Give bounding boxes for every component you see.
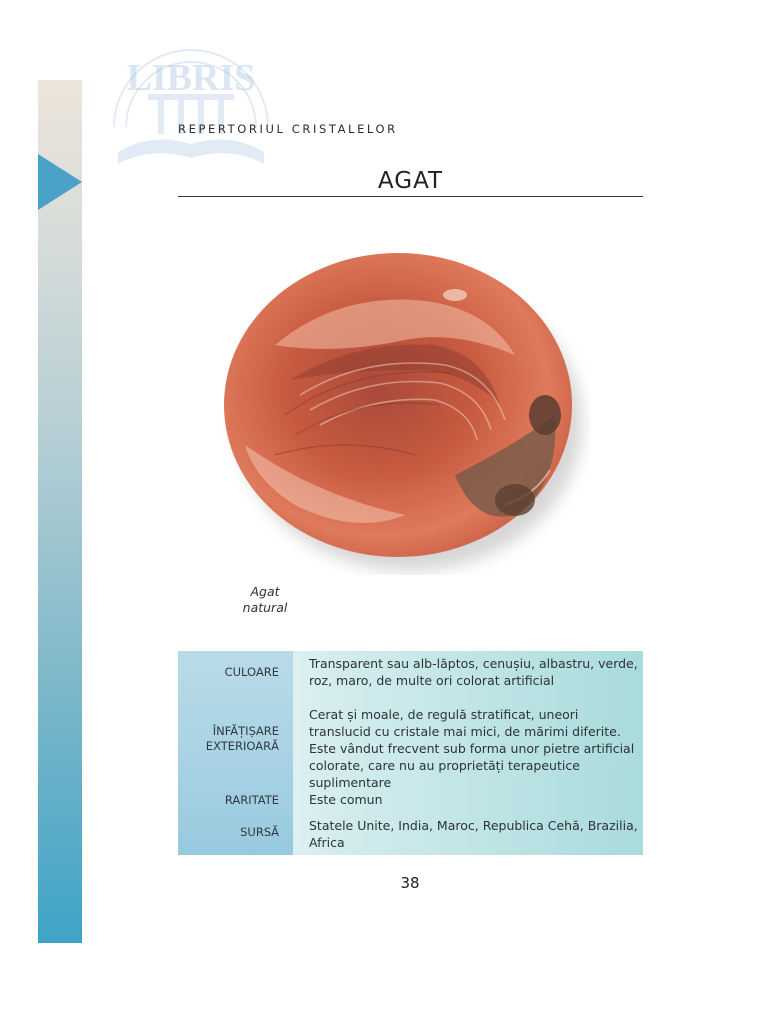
value-infatisare-exterioara: Cerat și moale, de regulă stratificat, uneori translucid cu cristale mai mici, de mărimi diferite. Este vândut frecvent sub forma unor pietre artificial colorate, care nu au proprietăți terapeutice suplimentare [309, 707, 635, 790]
figure-caption [210, 584, 320, 616]
value-raritate: Este comun [309, 792, 383, 807]
value-culoare: Transparent sau alb-lăptos, cenușiu, albastru, verde, roz, maro, de multe ori colorat artificial [309, 656, 638, 688]
page-title: AGAT [377, 168, 444, 194]
page-number: 38 [400, 874, 420, 892]
label-raritate: RARITATE [224, 793, 279, 807]
running-head: REPERTORIUL CRISTALELOR [178, 122, 398, 136]
properties-label-column [178, 651, 293, 855]
label-culoare: CULOARE [224, 665, 279, 679]
caption-line-2: natural [242, 600, 288, 615]
title-underline [178, 196, 643, 197]
side-arrow-marker [38, 154, 82, 210]
caption-line-1: Agat [250, 584, 280, 599]
properties-table [178, 651, 643, 855]
label-sursa: SURSĂ [240, 825, 279, 839]
label-infatisare-exterioara: ÎNFĂȚIȘARE EXTERIOARĂ [205, 724, 279, 753]
agate-stone-image [215, 245, 590, 575]
libris-watermark-logo [96, 32, 286, 182]
value-sursa: Statele Unite, India, Maroc, Republica Cehă, Brazilia, Africa [309, 818, 638, 850]
watermark-text: LIBRIS [126, 57, 256, 99]
